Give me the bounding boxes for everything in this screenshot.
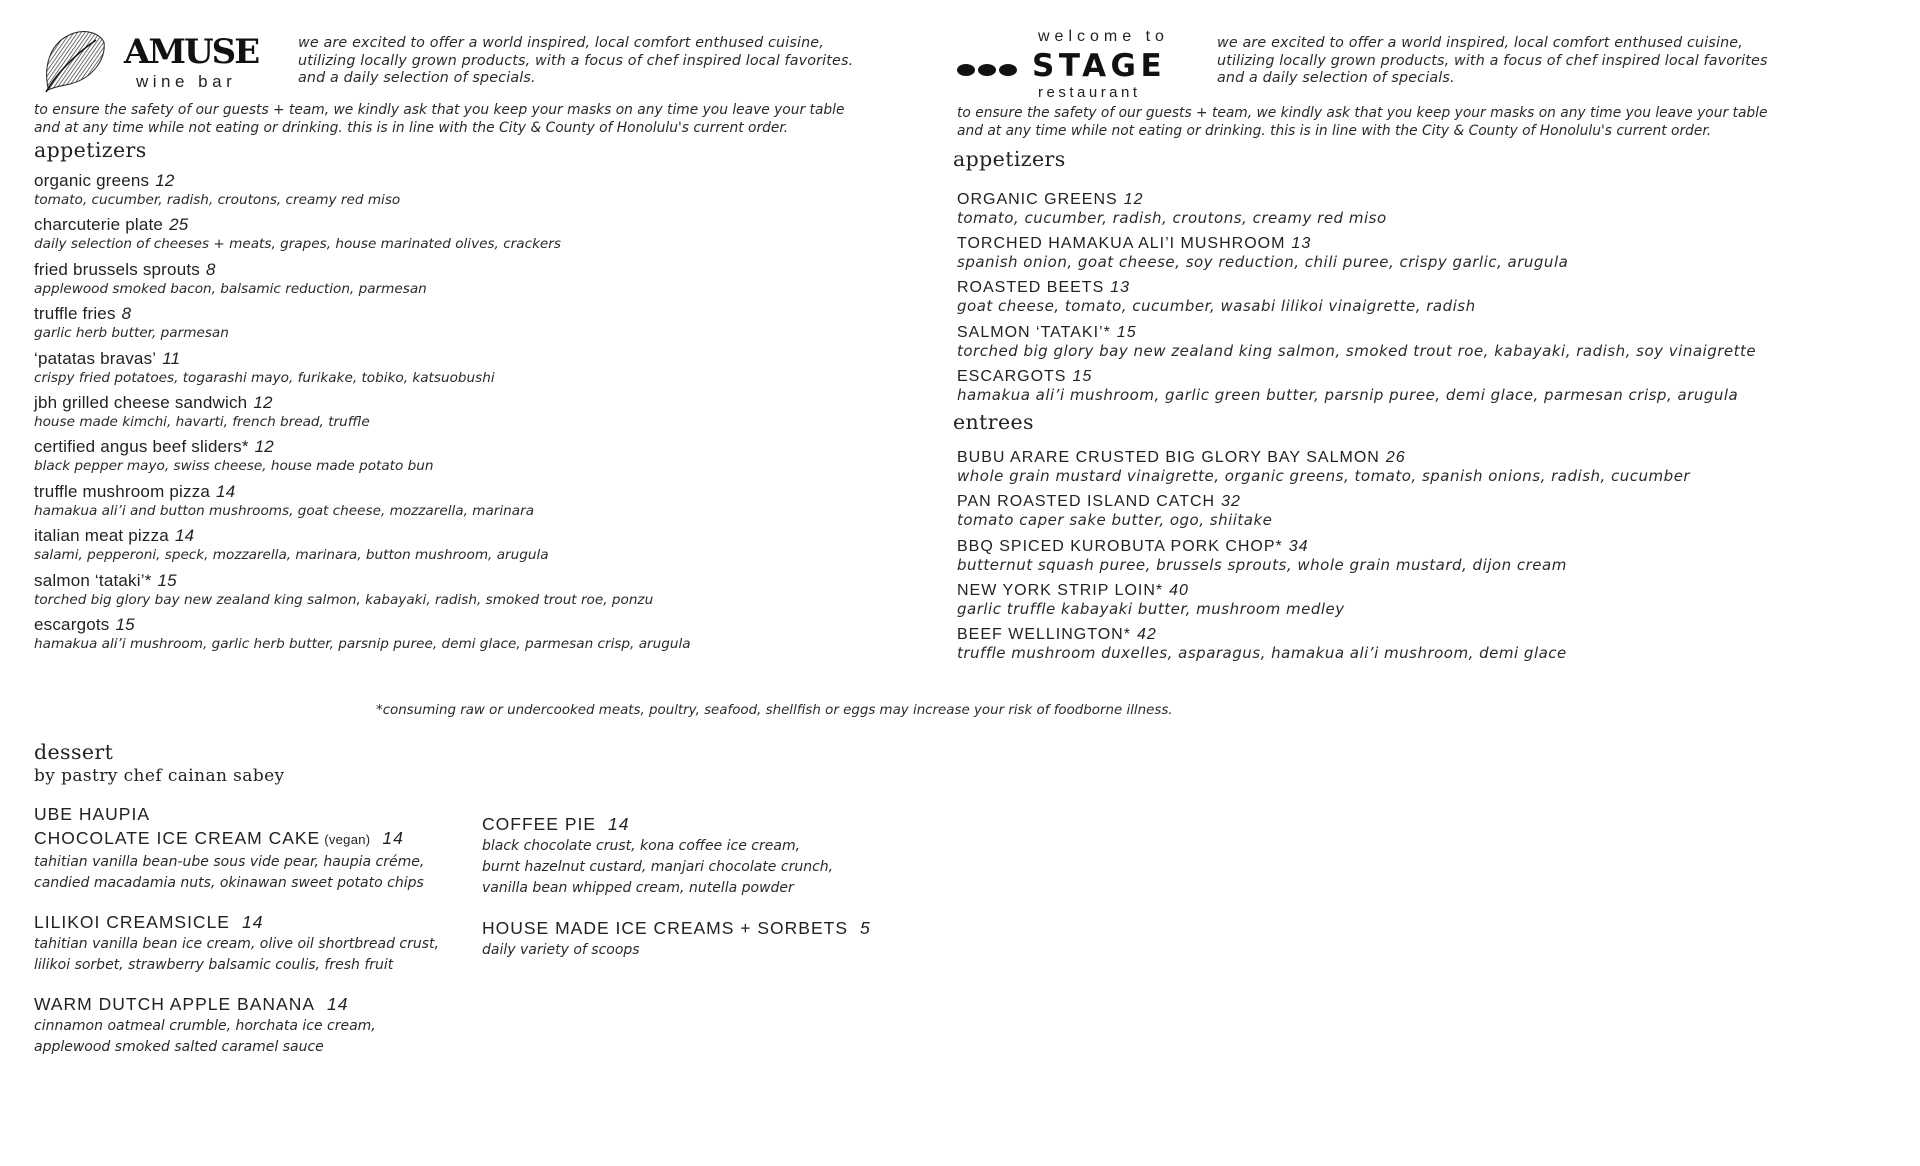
menu-item (34, 526, 549, 564)
menu-item-price: 8 (121, 304, 132, 324)
menu-item (34, 349, 495, 387)
menu-item-price: 34 (1288, 537, 1309, 555)
menu-item-name-row (34, 171, 400, 191)
dessert-item (34, 992, 376, 1058)
menu-item-price: 14 (216, 481, 236, 501)
menu-item-name-row (957, 448, 1690, 467)
menu-item-price: 11 (162, 348, 181, 368)
amuse-appetizers-heading: appetizers (34, 138, 147, 162)
amuse-mask-line: to ensure the safety of our guests + team, we kindly ask that you keep your masks on any time you leave your table (34, 102, 845, 118)
stage-logo-sub: restaurant (1038, 84, 1141, 101)
menu-item-name: PAN ROASTED ISLAND CATCH (957, 493, 1216, 511)
menu-item-name: SALMON ‘TATAKI’* (957, 323, 1111, 341)
menu-item-desc: torched big glory bay new zealand king salmon, smoked trout roe, kabayaki, radish, soy vinaigrette (957, 341, 1757, 360)
menu-item-name-row (34, 304, 229, 324)
menu-item-name: certified angus beef sliders* (34, 437, 249, 457)
dessert-item (34, 802, 424, 894)
menu-item-name: ESCARGOTS (957, 367, 1067, 385)
dessert-name: LILIKOI CREAMSICLE (34, 912, 230, 932)
dessert-item (482, 916, 871, 961)
menu-item-name-row (34, 260, 427, 280)
menu-item-price: 12 (1123, 191, 1144, 208)
menu-item-price: 15 (1116, 323, 1137, 341)
stage-dots-icon (956, 60, 1018, 80)
menu-item (34, 393, 370, 431)
dessert-desc-line: daily variety of scoops (482, 942, 640, 958)
menu-item (34, 615, 691, 653)
menu-item-name: jbh grilled cheese sandwich (34, 393, 248, 412)
dessert-price: 5 (860, 918, 871, 938)
menu-item-name-row (957, 581, 1345, 600)
menu-item (957, 367, 1738, 405)
menu-item-name: TORCHED HAMAKUA ALI’I MUSHROOM (957, 235, 1286, 253)
dessert-item (482, 812, 833, 899)
dessert-name: COFFEE PIE (482, 814, 597, 834)
menu-item (34, 571, 653, 609)
menu-item-name-row (34, 482, 534, 502)
menu-item-name: NEW YORK STRIP LOIN* (957, 581, 1164, 599)
menu-item-name-row (34, 526, 549, 546)
amuse-intro-line: and a daily selection of specials. (298, 70, 536, 86)
menu-item-price: 25 (169, 215, 189, 235)
menu-item-name: truffle fries (34, 304, 116, 324)
amuse-intro (298, 35, 853, 88)
menu-item-price: 12 (254, 437, 274, 457)
menu-item-desc: black pepper mayo, swiss cheese, house made potato bun (34, 458, 434, 475)
menu-item-desc: garlic herb butter, parmesan (34, 325, 229, 342)
menu-item-name: italian meat pizza (34, 526, 169, 546)
menu-item (957, 492, 1272, 530)
menu-item-name: ORGANIC GREENS (957, 191, 1118, 208)
stage-mask-notice (957, 104, 1768, 140)
menu-item-name: BUBU ARARE CRUSTED BIG GLORY BAY SALMON (957, 449, 1380, 466)
menu-item (957, 448, 1690, 486)
menu-item-desc: house made kimchi, havarti, french bread, truffle (34, 414, 370, 430)
menu-item-name-row (957, 625, 1567, 644)
menu-item-desc: tomato, cucumber, radish, croutons, creamy red miso (34, 192, 401, 208)
amuse-intro-line: we are excited to offer a world inspired, local comfort enthused cuisine, (298, 35, 824, 51)
menu-item (957, 537, 1567, 575)
stage-mask-line: to ensure the safety of our guests + team, we kindly ask that you keep your masks on any time you leave your table (957, 105, 1768, 121)
dessert-desc-line: tahitian vanilla bean ice cream, olive oil shortbread crust, (34, 936, 439, 952)
dessert-name-row (482, 916, 871, 940)
menu-item-price: 8 (205, 259, 216, 279)
menu-item-desc: whole grain mustard vinaigrette, organic greens, tomato, spanish onions, radish, cucumber (957, 467, 1691, 485)
menu-item-name: truffle mushroom pizza (34, 481, 211, 501)
dessert-name-line1: UBE HAUPIA (34, 804, 150, 824)
amuse-leaf-icon (40, 28, 110, 94)
menu-item-name: escargots (34, 615, 110, 634)
menu-item-price: 42 (1136, 626, 1157, 644)
menu-item-name: salmon ‘tataki’* (34, 570, 152, 590)
dessert-desc-line: candied macadamia nuts, okinawan sweet potato chips (34, 875, 424, 891)
menu-item-name-row (34, 437, 434, 457)
stage-intro-line: utilizing locally grown products, with a focus of chef inspired local favorites (1217, 52, 1768, 69)
menu-item-price: 15 (1072, 367, 1093, 385)
stage-mask-line: and at any time while not eating or drinking. this is in line with the City & County of Honolulu's current order. (957, 123, 1712, 139)
menu-item-desc: applewood smoked bacon, balsamic reduction, parmesan (34, 280, 427, 297)
menu-item-desc: hamakua ali’i and button mushrooms, goat cheese, mozzarella, marinara (34, 502, 535, 519)
menu-item-desc: hamakua ali’i mushroom, garlic herb butter, parsnip puree, demi glace, parmesan crisp, arugula (34, 636, 691, 652)
stage-logo-word: STAGE (1032, 48, 1167, 84)
dessert-price: 14 (241, 912, 264, 932)
stage-logo-welcome: welcome to (1038, 28, 1169, 45)
menu-item-desc: butternut squash puree, brussels sprouts, whole grain mustard, dijon cream (957, 555, 1567, 574)
dessert-name: HOUSE MADE ICE CREAMS + SORBETS (482, 918, 848, 938)
dessert-heading: dessert (34, 740, 114, 764)
menu-item-name: ‘patatas bravas’ (34, 348, 157, 368)
menu-item-desc: daily selection of cheeses + meats, grapes, house marinated olives, crackers (34, 236, 561, 253)
menu-item-price: 14 (174, 526, 195, 546)
menu-item (34, 304, 229, 342)
menu-item-price: 13 (1110, 279, 1131, 297)
menu-item (34, 260, 427, 298)
stage-intro-line: and a daily selection of specials. (1217, 70, 1455, 86)
menu-item-name: organic greens (34, 171, 150, 190)
menu-item-price: 15 (115, 615, 135, 634)
menu-item (34, 215, 561, 253)
dessert-name-row (34, 910, 439, 934)
menu-item-name-row (34, 571, 653, 591)
dessert-name: CHOCOLATE ICE CREAM CAKE (34, 828, 321, 848)
stage-intro-line: we are excited to offer a world inspired, local comfort enthused cuisine, (1217, 35, 1743, 51)
dessert-vegan-note: (vegan) (324, 832, 371, 847)
amuse-mask-notice (34, 101, 845, 137)
menu-item-desc: truffle mushroom duxelles, asparagus, hamakua ali’i mushroom, demi glace (957, 644, 1567, 663)
menu-item (957, 625, 1567, 663)
menu-item-name-row (957, 190, 1387, 209)
menu-item-name: fried brussels sprouts (34, 259, 200, 279)
stage-intro (1217, 35, 1768, 88)
menu-item-name-row (957, 278, 1476, 297)
menu-item (957, 190, 1387, 228)
menu-item-desc: spanish onion, goat cheese, soy reduction, chili puree, crispy garlic, arugula (957, 253, 1569, 272)
dessert-name: WARM DUTCH APPLE BANANA (34, 994, 316, 1014)
amuse-logo-word: AMUSE (124, 32, 259, 72)
menu-item-name-row (957, 492, 1272, 511)
amuse-mask-line: and at any time while not eating or drinking. this is in line with the City & County of Honolulu's current order. (34, 120, 789, 136)
menu-item-name: charcuterie plate (34, 215, 164, 235)
dessert-name-row (34, 826, 424, 852)
menu-item-name-row (957, 234, 1568, 253)
dessert-desc-line: black chocolate crust, kona coffee ice cream, (482, 838, 801, 854)
dessert-desc-line: lilikoi sorbet, strawberry balsamic coulis, fresh fruit (34, 957, 394, 973)
stage-logo (956, 26, 1196, 104)
dessert-desc-line: applewood smoked salted caramel sauce (34, 1039, 324, 1055)
menu-item (34, 437, 434, 475)
dessert-desc-line: cinnamon oatmeal crumble, horchata ice cream, (34, 1018, 376, 1034)
menu-item-desc: garlic truffle kabayaki butter, mushroom medley (957, 599, 1345, 618)
dessert-name-row (482, 812, 833, 836)
amuse-logo-sub: wine bar (136, 72, 237, 91)
menu-item-name: ROASTED BEETS (957, 279, 1105, 297)
menu-item-desc: tomato caper sake butter, ogo, shiitake (957, 511, 1273, 530)
menu-item-name: BBQ SPICED KUROBUTA PORK CHOP* (957, 537, 1283, 555)
menu-item (34, 482, 534, 520)
amuse-intro-line: utilizing locally grown products, with a focus of chef inspired local favorites. (298, 52, 854, 69)
dessert-name-row (34, 992, 376, 1016)
dessert-desc-line: vanilla bean whipped cream, nutella powder (482, 880, 794, 896)
menu-item-name-row (34, 349, 495, 369)
stage-appetizers-heading: appetizers (953, 147, 1066, 171)
menu-item-price: 12 (155, 171, 175, 190)
dessert-price: 14 (327, 994, 349, 1014)
menu-item-name-row (957, 367, 1738, 386)
menu-item (957, 234, 1568, 272)
menu-item-price: 12 (253, 393, 273, 412)
menu-item (957, 581, 1345, 619)
menu-item-price: 32 (1221, 493, 1241, 511)
menu-item-name-row (957, 537, 1567, 556)
dessert-item (34, 910, 439, 976)
dessert-desc-line: tahitian vanilla bean-ube sous vide pear, haupia créme, (34, 854, 425, 870)
foodborne-illness-footnote: *consuming raw or undercooked meats, poultry, seafood, shellfish or eggs may increase your risk of foodborne illness. (376, 703, 1173, 718)
menu-item-name-row (34, 615, 691, 635)
menu-item (34, 171, 400, 209)
menu-item-desc: tomato, cucumber, radish, croutons, creamy red miso (957, 209, 1387, 227)
menu-item-price: 40 (1169, 581, 1189, 599)
menu-item (957, 278, 1476, 316)
stage-entrees-heading: entrees (953, 410, 1034, 434)
dessert-price: 14 (608, 814, 630, 834)
menu-item-desc: torched big glory bay new zealand king salmon, kabayaki, radish, smoked trout roe, ponzu (34, 591, 654, 608)
menu-item-price: 13 (1291, 235, 1312, 253)
amuse-logo (40, 28, 260, 94)
menu-item-name-row (34, 215, 561, 235)
dessert-desc-line: burnt hazelnut custard, manjari chocolate crunch, (482, 859, 834, 875)
dessert-byline: by pastry chef cainan sabey (34, 766, 285, 786)
menu-item-name-row (34, 393, 370, 413)
menu-item-desc: salami, pepperoni, speck, mozzarella, marinara, button mushroom, arugula (34, 547, 549, 564)
menu-item-price: 15 (157, 570, 177, 590)
menu-item-name: BEEF WELLINGTON* (957, 626, 1131, 644)
menu-item-name-row (957, 323, 1756, 342)
menu-item-price: 26 (1385, 449, 1406, 466)
menu-item-desc: crispy fried potatoes, togarashi mayo, furikake, tobiko, katsuobushi (34, 369, 495, 386)
menu-item-desc: goat cheese, tomato, cucumber, wasabi lilikoi vinaigrette, radish (957, 297, 1476, 316)
menu-item-desc: hamakua ali’i mushroom, garlic green butter, parsnip puree, demi glace, parmesan crisp, arugula (957, 385, 1739, 404)
menu-item (957, 323, 1756, 361)
dessert-price: 14 (382, 828, 404, 848)
